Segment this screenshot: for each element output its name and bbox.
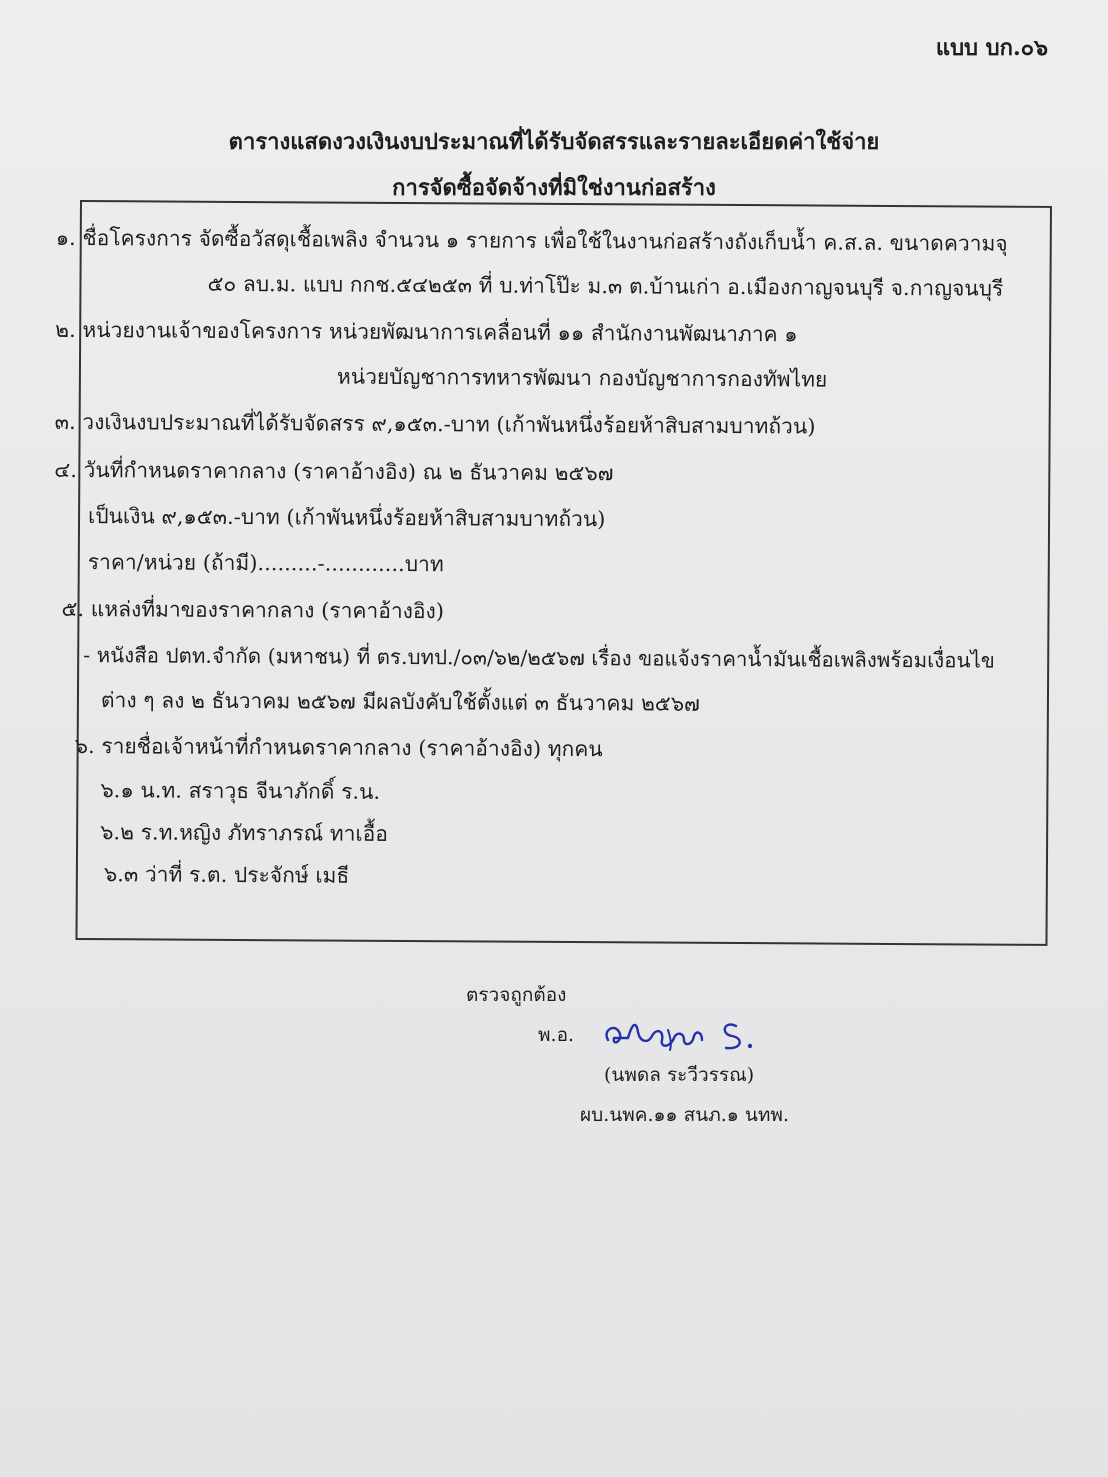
form-code: แบบ บก.๐๖ — [935, 35, 1048, 61]
signer-rank: พ.อ. — [538, 1024, 575, 1046]
handwritten-signature — [598, 1010, 768, 1060]
document-title-line1: ตารางแสดงวงเงินงบประมาณที่ได้รับจัดสรรและรายละเอียดค่าใช้จ่าย — [228, 129, 880, 155]
item6-3: ๖.๓ ว่าที่ ร.ต. ประจักษ์ เมธี — [103, 862, 350, 888]
item1-line2: ๕๐ ลบ.ม. แบบ กกช.๕๔๒๕๓ ที่ บ.ท่าโป๊ะ ม.๓ ต.บ้านเก่า อ.เมืองกาญจนบุรี จ.กาญจนบุรี — [207, 271, 1004, 301]
signer-name: (นพดล ระวีวรรณ) — [604, 1064, 755, 1086]
item4-line2: เป็นเงิน ๙,๑๕๓.-บาท (เก้าพันหนึ่งร้อยห้าสิบสามบาทถ้วน) — [87, 504, 606, 532]
item3: ๓. วงเงินงบประมาณที่ได้รับจัดสรร ๙,๑๕๓.-บาท (เก้าพันหนึ่งร้อยห้าสิบสามบาทถ้วน) — [54, 409, 816, 439]
item6-1: ๖.๑ น.ท. สราวุธ จีนาภักดิ์ ร.น. — [100, 778, 381, 804]
signer-position: ผบ.นพค.๑๑ สนภ.๑ นทพ. — [580, 1104, 789, 1126]
details-box — [54, 200, 1052, 946]
item2-line1: ๒. หน่วยงานเจ้าของโครงการ หน่วยพัฒนาการเคลื่อนที่ ๑๑ สำนักงานพัฒนาภาค ๑ — [55, 317, 798, 347]
item6-line1: ๖. รายชื่อเจ้าหน้าที่กำหนดราคากลาง (ราคาอ้างอิง) ทุกคน — [74, 733, 603, 762]
item4-line1: ๔. วันที่กำหนดราคากลาง (ราคาอ้างอิง) ณ ๒ ธันวาคม ๒๕๖๗ — [54, 457, 614, 486]
item4-line3: ราคา/หน่วย (ถ้ามี).........-............บาท — [87, 550, 444, 577]
item5-line3: ต่าง ๆ ลง ๒ ธันวาคม ๒๕๖๗ มีผลบังคับใช้ตั้งแต่ ๓ ธันวาคม ๒๕๖๗ — [100, 688, 700, 716]
item6-2: ๖.๒ ร.ท.หญิง ภัทราภรณ์ ทาเอื้อ — [100, 820, 388, 846]
item5-line2: - หนังสือ ปตท.จำกัด (มหาชน) ที่ ตร.บทป./๐๓/๖๒/๒๕๖๗ เรื่อง ขอแจ้งราคาน้ำมันเชื้อเพลิงพร้อมเงื่อนไข — [83, 643, 995, 673]
document-title-line2: การจัดซื้อจัดจ้างที่มิใช่งานก่อสร้าง — [392, 175, 716, 201]
item5-line1: ๕. แหล่งที่มาของราคากลาง (ราคาอ้างอิง) — [61, 596, 445, 624]
item1-line1: ๑. ชื่อโครงการ จัดซื้อวัสดุเชื้อเพลิง จำนวน ๑ รายการ เพื่อใช้ในงานก่อสร้างถังเก็บน้ำ ค.ส.ล. ขนาดความจุ — [55, 225, 1008, 256]
verified-label: ตรวจถูกต้อง — [466, 984, 567, 1006]
item2-line2: หน่วยบัญชาการทหารพัฒนา กองบัญชาการกองทัพไทย — [336, 364, 828, 392]
